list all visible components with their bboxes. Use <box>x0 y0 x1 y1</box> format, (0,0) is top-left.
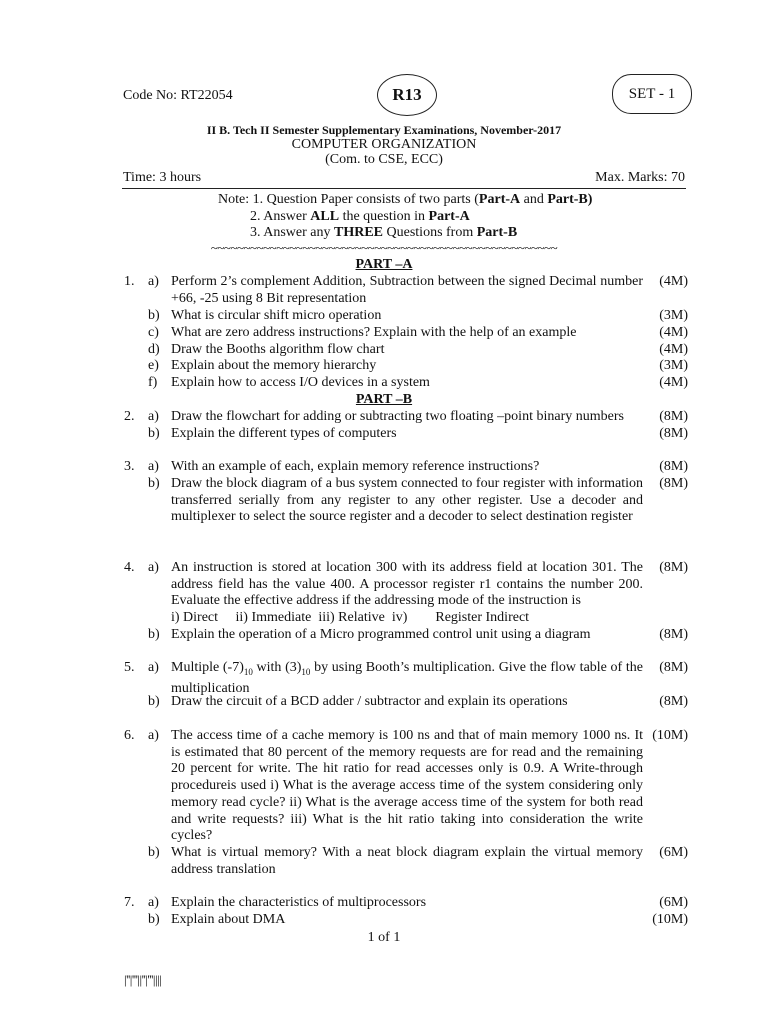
note-line-2 <box>218 209 592 226</box>
marks: (8M) <box>659 409 688 424</box>
sub-label: f) <box>148 375 158 390</box>
sub-label: a) <box>148 660 159 675</box>
regulation-badge <box>377 74 437 116</box>
question-text: Explain the characteristics of multiprocessors <box>171 895 427 910</box>
sub-label: a) <box>148 409 159 424</box>
note-text: 2. Answer <box>250 208 311 224</box>
marks: (10M) <box>652 728 688 743</box>
question-number: 2. <box>124 409 135 424</box>
part-a-heading: PART –A <box>355 257 413 272</box>
note-emphasis: Part-B) <box>547 192 593 207</box>
part-b-heading: PART –B <box>355 392 413 407</box>
set-badge <box>612 74 692 114</box>
marks: (4M) <box>659 274 688 289</box>
subject-title: COMPUTER ORGANIZATION <box>291 137 477 152</box>
marks: (8M) <box>659 660 688 675</box>
marks: (8M) <box>659 627 688 642</box>
time-allowed: Time: 3 hours <box>123 170 202 185</box>
marks: (6M) <box>659 895 688 910</box>
text-fragment: with (3) <box>252 660 302 675</box>
regulation-label: R13 <box>392 85 422 104</box>
sub-label: b) <box>148 912 160 927</box>
sub-label: a) <box>148 728 159 743</box>
note-text: the question in <box>339 208 429 224</box>
sub-label: a) <box>148 459 159 474</box>
sub-label: c) <box>148 325 159 340</box>
note-emphasis: ALL <box>310 208 340 224</box>
sub-label: b) <box>148 694 160 709</box>
note-emphasis: Part-A <box>428 208 470 224</box>
question-number: 6. <box>124 728 135 743</box>
sub-label: d) <box>148 342 160 357</box>
instructions-note <box>218 192 592 242</box>
question-text: Draw the circuit of a BCD adder / subtractor and explain its operations <box>171 694 568 709</box>
sub-label: e) <box>148 358 159 373</box>
note-text: and <box>520 192 548 207</box>
question-number: 3. <box>124 459 135 474</box>
marks: (8M) <box>659 459 688 474</box>
question-number: 4. <box>124 560 135 575</box>
subscript: 10 <box>301 666 311 677</box>
question-number: 1. <box>124 274 135 289</box>
note-text: Note: 1. Question Paper consists of two parts ( <box>218 192 479 207</box>
question-text: With an example of each, explain memory reference instructions? <box>171 459 540 474</box>
page-number: 1 of 1 <box>367 930 401 945</box>
note-emphasis: THREE <box>334 225 384 240</box>
marks: (3M) <box>659 358 688 373</box>
question-text: Explain the operation of a Micro programmed control unit using a diagram <box>171 627 591 642</box>
question-text: Draw the Booths algorithm flow chart <box>171 342 385 357</box>
question-text: Explain about DMA <box>171 912 286 927</box>
separator-line: ~~~~~~~~~~~~~~~~~~~~~~~~~~~~~~~~~~~~~~~~~~~~~~~~~~~~~ <box>210 240 558 255</box>
note-text: Questions from <box>383 225 477 240</box>
code-number: Code No: RT22054 <box>123 88 233 103</box>
sub-label: a) <box>148 274 159 289</box>
question-text: Explain about the memory hierarchy <box>171 358 377 373</box>
note-line-1 <box>218 192 592 209</box>
max-marks: Max. Marks: 70 <box>595 170 685 185</box>
question-text: Explain how to access I/O devices in a system <box>171 375 430 390</box>
note-text: 3. Answer any <box>250 225 334 240</box>
text-fragment: by using Booth’s multiplication. Give the flow table of the multiplication <box>171 660 643 696</box>
barcode-mark: |''|'''||''|'''|||| <box>124 972 162 987</box>
question-text: Draw the block diagram of a bus system connected to four register with information transferred serially from any register to any other register. Use a decoder and multiplexer to select the source register and a decoder to select destination register <box>171 476 643 525</box>
sub-label: a) <box>148 895 159 910</box>
marks: (6M) <box>659 845 688 860</box>
addressing-modes: i) Direct ii) Immediate iii) Relative iv) Register Indirect <box>171 610 530 625</box>
sub-label: b) <box>148 845 160 860</box>
marks: (8M) <box>659 426 688 441</box>
marks: (8M) <box>659 560 688 575</box>
marks: (4M) <box>659 325 688 340</box>
marks: (8M) <box>659 694 688 709</box>
exam-title: II B. Tech II Semester Supplementary Examinations, November-2017 <box>206 123 562 137</box>
question-text: What is circular shift micro operation <box>171 308 382 323</box>
header-divider <box>122 188 686 189</box>
sub-label: b) <box>148 476 160 491</box>
marks: (8M) <box>659 476 688 491</box>
question-text: What are zero address instructions? Explain with the help of an example <box>171 325 577 340</box>
question-text: The access time of a cache memory is 100 ns and that of main memory 1000 ns. It is estimated that 80 percent of the memory requests are for read and the remaining 20 percent for write. The hit ratio for read accesses only is 0.9. A Write-through procedureis used i) What is the average access time of the system considering only memory read cycle? ii) What is the average access time of the system for both read and write requests? iii) What is the hit ratio taking into consideration the write cycles? <box>171 728 643 844</box>
question-text <box>171 660 643 697</box>
marks: (4M) <box>659 375 688 390</box>
set-label: SET - 1 <box>628 85 676 102</box>
marks: (3M) <box>659 308 688 323</box>
sub-label: b) <box>148 308 160 323</box>
question-number: 5. <box>124 660 135 675</box>
branches-line: (Com. to CSE, ECC) <box>325 152 443 167</box>
question-text: An instruction is stored at location 300 with its address field at location 301. The address field has the value 400. A processor register r1 contains the number 200. Evaluate the effective address if the addressing mode of the instruction is <box>171 560 643 609</box>
question-text: Draw the flowchart for adding or subtracting two floating –point binary numbers <box>171 409 624 424</box>
marks: (10M) <box>652 912 688 927</box>
question-text: What is virtual memory? With a neat block diagram explain the virtual memory address translation <box>171 845 643 877</box>
question-text: Explain the different types of computers <box>171 426 397 441</box>
sub-label: b) <box>148 627 160 642</box>
note-emphasis: Part-A <box>478 192 521 207</box>
question-number: 7. <box>124 895 135 910</box>
note-emphasis: Part-B <box>476 225 518 240</box>
sub-label: a) <box>148 560 159 575</box>
sub-label: b) <box>148 426 160 441</box>
text-fragment: Multiple (-7) <box>171 660 244 675</box>
question-text: Perform 2’s complement Addition, Subtraction between the signed Decimal number +66, -25 using 8 Bit representation <box>171 274 643 306</box>
subscript: 10 <box>243 666 253 677</box>
marks: (4M) <box>659 342 688 357</box>
